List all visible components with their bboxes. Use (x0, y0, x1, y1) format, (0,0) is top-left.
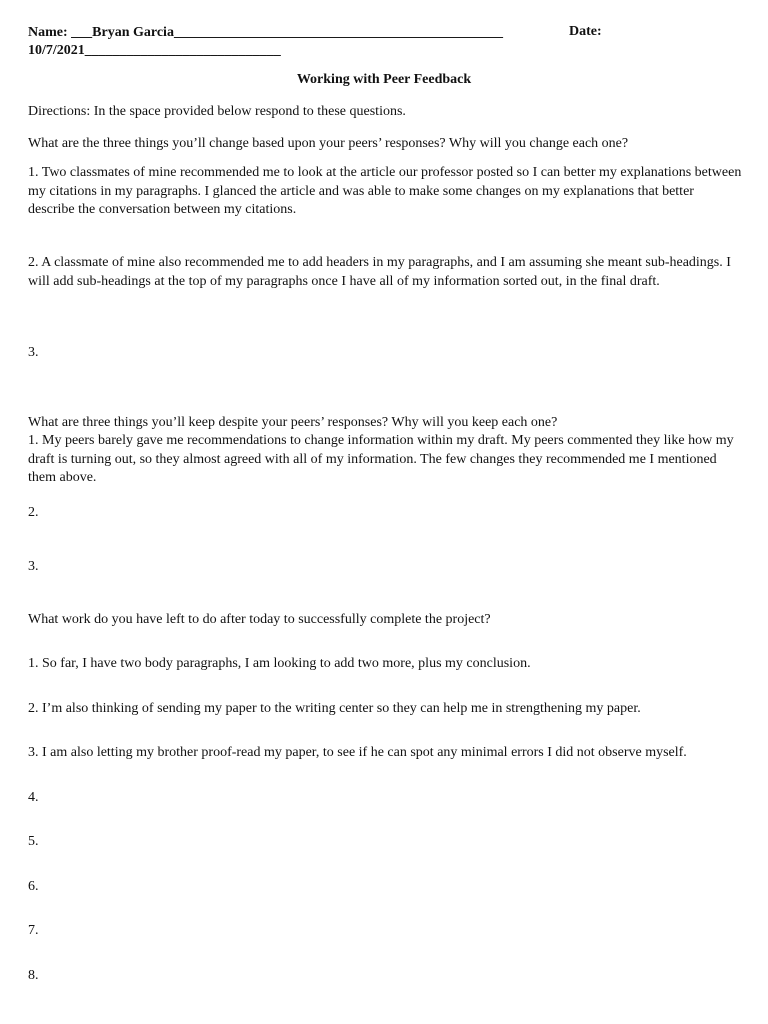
work-answer-2: 2. I’m also thinking of sending my paper to the writing center so they can help me in strengthening my paper. (28, 701, 641, 716)
work-answer-5: 5. (28, 834, 39, 849)
work-answer-7: 7. (28, 923, 39, 938)
keep-answer-1: 1. My peers barely gave me recommendations to change information within my draft. My peers commented they like how my draft is turning out, so they almost agreed with all of my information. The few changes they recommended me I mentioned them above. (28, 433, 734, 485)
change-answer-3: 3. (28, 345, 39, 360)
work-answer-3: 3. I am also letting my brother proof-read my paper, to see if he can spot any minimal errors I did not observe myself. (28, 745, 687, 760)
keep-answer-2: 2. (28, 505, 39, 520)
question-work-left: What work do you have left to do after today to successfully complete the project? (28, 612, 491, 627)
work-answer-6: 6. (28, 879, 39, 894)
date-line: 10/7/2021____________________________ (28, 43, 281, 58)
change-answer-1: 1. Two classmates of mine recommended me to look at the article our professor posted so I can better my explanations between my citations in my paragraphs. I glanced the article and was able to make some changes on my explanations that better describe the conversation between my citations. (28, 165, 742, 217)
work-answer-4: 4. (28, 790, 39, 805)
change-answer-2: 2. A classmate of mine also recommended me to add headers in my paragraphs, and I am assuming she meant sub-headings. I will add sub-headings at the top of my paragraphs once I have all of my information sorted out, in the final draft. (28, 255, 731, 289)
page-title: Working with Peer Feedback (296, 72, 472, 87)
work-answer-1: 1. So far, I have two body paragraphs, I am looking to add two more, plus my conclusion. (28, 656, 531, 671)
work-answer-8: 8. (28, 968, 39, 983)
date-label: Date: (569, 24, 602, 39)
name-line: Name: ___Bryan Garcia_______________________________________________ (28, 25, 503, 40)
directions-text: Directions: In the space provided below respond to these questions. (28, 104, 406, 119)
question-change: What are the three things you’ll change based upon your peers’ responses? Why will you change each one? (28, 136, 629, 151)
keep-answer-3: 3. (28, 559, 39, 574)
question-keep: What are three things you’ll keep despite your peers’ responses? Why will you keep each one? (28, 415, 558, 430)
